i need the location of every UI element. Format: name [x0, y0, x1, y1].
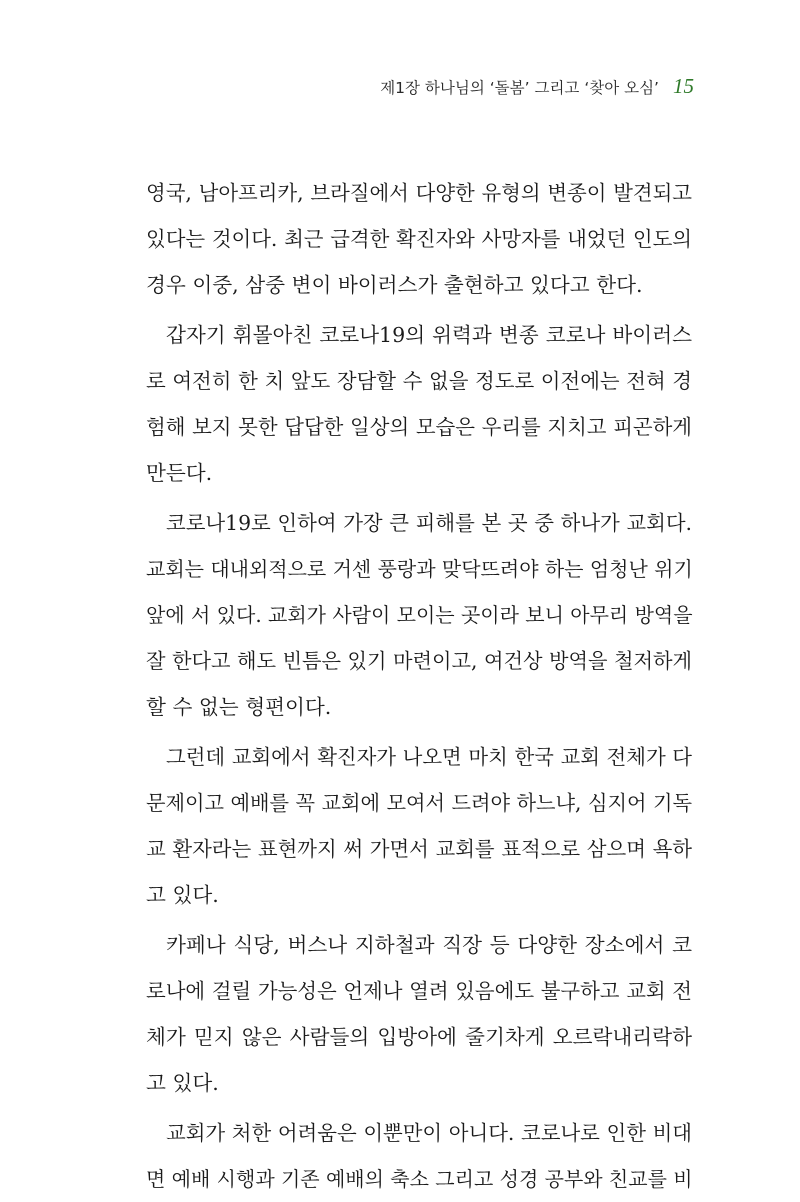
text-line: 로 여전히 한 치 앞도 장담할 수 없을 정도로 이전에는 전혀 경	[146, 369, 692, 393]
text-line: 면 예배 시행과 기존 예배의 축소 그리고 성경 공부와 친교를 비	[146, 1167, 693, 1191]
text-line: 교 환자라는 표현까지 써 가면서 교회를 표적으로 삼으며 욕하	[146, 837, 692, 861]
text-line: 영국, 남아프리카, 브라질에서 다양한 유형의 변종이 발견되고	[146, 181, 692, 205]
paragraph	[146, 1110, 692, 1202]
text-line: 교회가 처한 어려움은 이뿐만이 아니다. 코로나로 인한 비대	[166, 1121, 692, 1145]
text-line: 카페나 식당, 버스나 지하철과 직장 등 다양한 장소에서 코	[166, 933, 692, 957]
paragraph	[146, 500, 692, 730]
body-text	[146, 170, 692, 1202]
paragraph	[146, 312, 692, 496]
text-line: 만든다.	[146, 461, 213, 485]
text-line: 경우 이중, 삼중 변이 바이러스가 출현하고 있다고 한다.	[146, 273, 643, 297]
text-line: 잘 한다고 해도 빈틈은 있기 마련이고, 여건상 방역을 철저하게	[146, 649, 692, 673]
running-head	[380, 74, 694, 104]
text-line: 앞에 서 있다. 교회가 사람이 모이는 곳이라 보니 아무리 방역을	[146, 603, 693, 627]
paragraph	[146, 734, 692, 918]
text-line: 있다는 것이다. 최근 급격한 확진자와 사망자를 내었던 인도의	[146, 227, 692, 251]
paragraph	[146, 922, 692, 1106]
text-line: 험해 보지 못한 답답한 일상의 모습은 우리를 지치고 피곤하게	[146, 415, 692, 439]
text-line: 체가 믿지 않은 사람들의 입방아에 줄기차게 오르락내리락하	[146, 1025, 692, 1049]
text-line: 로나에 걸릴 가능성은 언제나 열려 있음에도 불구하고 교회 전	[146, 979, 692, 1003]
text-line: 문제이고 예배를 꼭 교회에 모여서 드려야 하느냐, 심지어 기독	[146, 791, 692, 815]
text-line: 코로나19로 인하여 가장 큰 피해를 본 곳 중 하나가 교회다.	[166, 511, 692, 535]
page-number: 15	[673, 74, 694, 98]
text-line: 갑자기 휘몰아친 코로나19의 위력과 변종 코로나 바이러스	[166, 323, 692, 347]
text-line: 고 있다.	[146, 883, 219, 907]
text-line: 고 있다.	[146, 1071, 219, 1095]
chapter-title: 제1장 하나님의 ‘돌봄’ 그리고 ‘찾아 오심’	[380, 79, 659, 97]
paragraph	[146, 170, 692, 308]
text-line: 교회는 대내외적으로 거센 풍랑과 맞닥뜨려야 하는 엄청난 위기	[146, 557, 693, 581]
text-line: 할 수 없는 형편이다.	[146, 695, 332, 719]
text-line: 그런데 교회에서 확진자가 나오면 마치 한국 교회 전체가 다	[166, 745, 692, 769]
